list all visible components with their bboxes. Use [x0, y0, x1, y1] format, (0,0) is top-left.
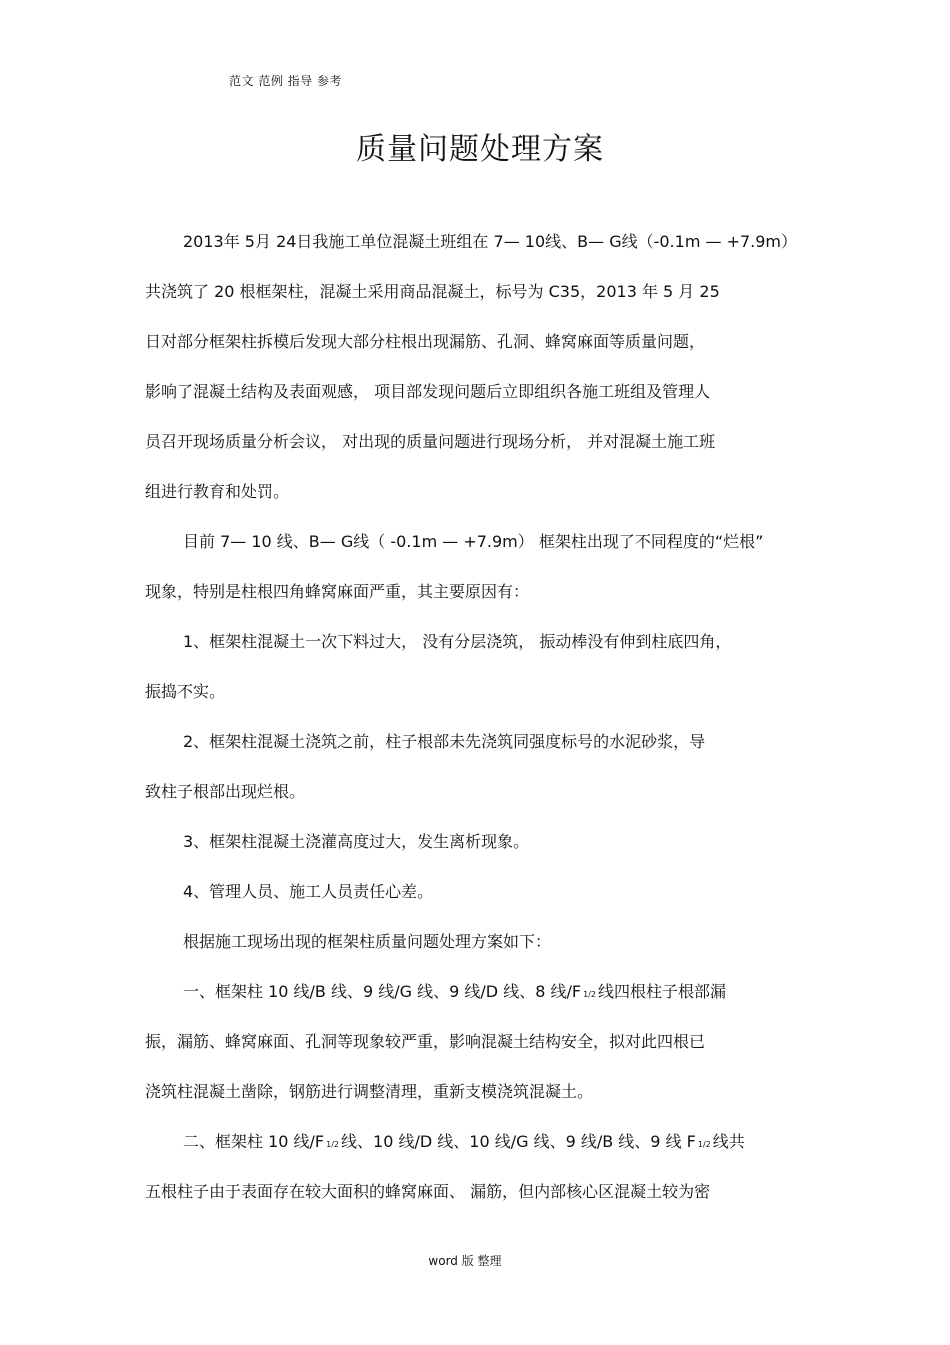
paragraph-line: 目前 7— 10 线、B— G线（ -0.1m — +7.9m） 框架柱出现了不同程度的“烂根”	[183, 532, 764, 551]
paragraph-line: 振，漏筋、蜂窝麻面、孔洞等现象较严重，影响混凝土结构安全，拟对此四根已	[145, 1032, 706, 1051]
paragraph-line: 影响了混凝土结构及表面观感， 项目部发现问题后立即组织各施工班组及管理人	[145, 382, 711, 401]
paragraph-line: 组进行教育和处罚。	[145, 482, 290, 501]
paragraph-line: 五根柱子由于表面存在较大面积的蜂窝麻面、 漏筋，但内部核心区混凝土较为密	[145, 1182, 711, 1201]
line-text: 线四根柱子根部漏	[597, 982, 726, 1001]
page-header: 范文 范例 指导 参考	[229, 74, 342, 88]
paragraph-line: 浇筑柱混凝土凿除，钢筋进行调整清理，重新支模浇筑混凝土。	[145, 1082, 594, 1101]
line-text: 一、框架柱 10 线/B 线、9 线/G 线、9 线/D 线、8 线/F	[183, 982, 582, 1001]
paragraph-line: 日对部分框架柱拆模后发现大部分柱根出现漏筋、孔洞、蜂窝麻面等质量问题，	[145, 332, 706, 351]
paragraph-line: 2013年 5月 24日我施工单位混凝土班组在 7— 10线、B— G线（-0.1m — +7.9m）	[183, 232, 798, 251]
fraction-subscript: 1/2	[583, 990, 596, 999]
paragraph-line	[183, 982, 726, 1005]
line-text: 线、10 线/D 线、10 线/G 线、9 线/B 线、9 线 F	[341, 1132, 696, 1151]
paragraph-line: 2、框架柱混凝土浇筑之前，柱子根部未先浇筑同强度标号的水泥砂浆，导	[183, 732, 706, 751]
paragraph-line	[183, 1132, 745, 1155]
paragraph-line: 致柱子根部出现烂根。	[145, 782, 306, 801]
paragraph-line: 员召开现场质量分析会议， 对出现的质量问题进行现场分析， 并对混凝土施工班	[145, 432, 716, 451]
paragraph-line: 4、管理人员、施工人员责任心差。	[183, 882, 434, 901]
paragraph-line: 3、框架柱混凝土浇灌高度过大，发生离析现象。	[183, 832, 530, 851]
paragraph-line: 根据施工现场出现的框架柱质量问题处理方案如下：	[183, 932, 552, 951]
line-text: 线共	[712, 1132, 745, 1151]
paragraph-line: 现象，特别是柱根四角蜂窝麻面严重，其主要原因有：	[145, 582, 530, 601]
fraction-subscript: 1/2	[326, 1140, 340, 1149]
fraction-subscript: 1/2	[697, 1140, 711, 1149]
line-text: 二、框架柱 10 线/F	[183, 1132, 325, 1151]
paragraph-line: 共浇筑了 20 根框架柱，混凝土采用商品混凝土，标号为 C35，2013 年 5 月 25	[145, 282, 720, 301]
document-title: 质量问题处理方案	[356, 132, 604, 167]
page-footer: word 版 整理	[428, 1254, 502, 1268]
paragraph-line: 1、框架柱混凝土一次下料过大， 没有分层浇筑， 振动棒没有伸到柱底四角，	[183, 632, 732, 651]
paragraph-line: 振捣不实。	[145, 682, 226, 701]
